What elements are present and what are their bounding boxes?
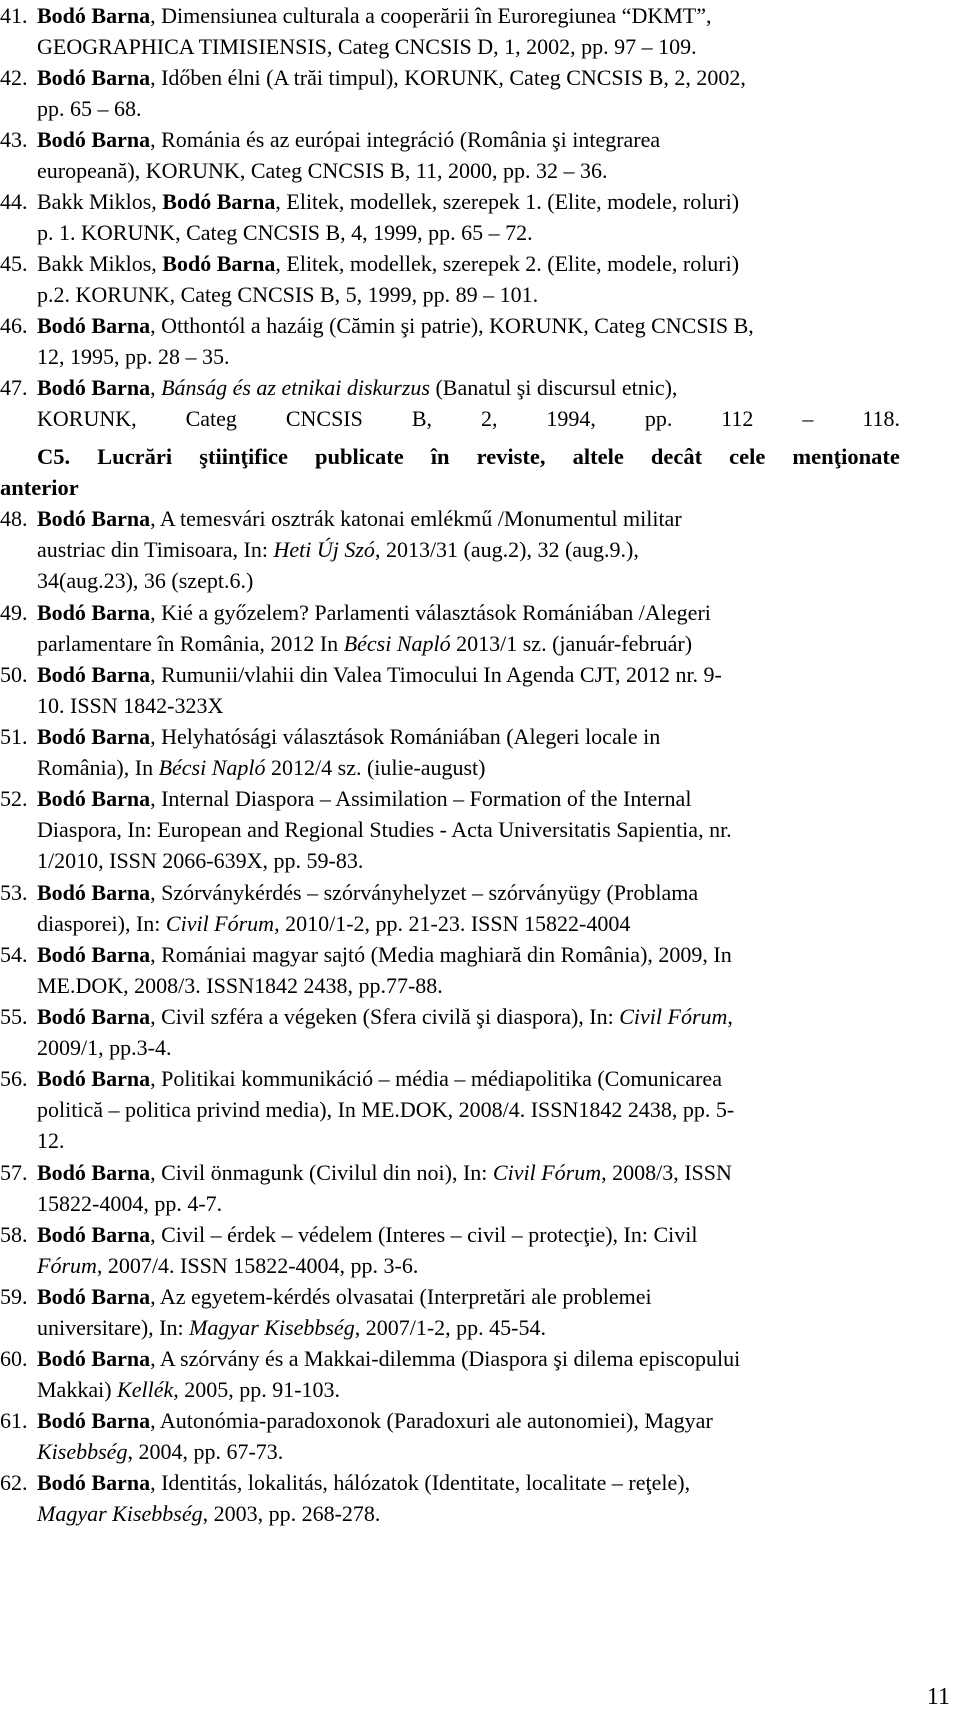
text-run: Bakk Miklos, xyxy=(37,251,163,276)
publication-title: Heti Új Szó xyxy=(273,537,375,562)
text-run: 15822-4004, pp. 4-7. xyxy=(37,1191,223,1216)
text-run: pp. 65 – 68. xyxy=(37,96,142,121)
text-run: , Romániai magyar sajtó (Media maghiară din România), 2009, In xyxy=(150,942,732,967)
text-run: , Időben élni (A trăi timpul), KORUNK, Categ CNCSIS B, 2, 2002, xyxy=(150,65,746,90)
text-run: România), In xyxy=(37,755,159,780)
entry-line xyxy=(0,124,900,155)
bibliography-entry xyxy=(0,597,900,659)
text-run: 2008/3, ISSN xyxy=(606,1160,732,1185)
entry-line xyxy=(0,1281,900,1312)
author-name: Bodó Barna xyxy=(37,3,151,28)
entry-line xyxy=(0,814,900,845)
text-word: B, xyxy=(411,406,432,431)
entry-number: 48. xyxy=(0,506,28,531)
entry-number: 57. xyxy=(0,1160,28,1185)
section-heading-c5 xyxy=(0,441,900,503)
author-name: Bodó Barna xyxy=(37,1222,151,1247)
text-run: , Dimensiunea culturala a cooperării în Euroregiunea “DKMT”, xyxy=(150,3,712,28)
bibliography-entry xyxy=(0,783,900,876)
entry-line xyxy=(0,1498,900,1529)
text-word: 1994, xyxy=(546,406,596,431)
entry-line xyxy=(0,1312,900,1343)
bibliography-entry xyxy=(0,1063,900,1156)
text-word: KORUNK, xyxy=(37,406,137,431)
entry-line xyxy=(0,31,900,62)
bibliography-entry xyxy=(0,310,900,372)
text-run: , 2007/1-2, pp. 45-54. xyxy=(354,1315,546,1340)
text-run: , Identitás, lokalitás, hálózatok (Identitate, localitate – reţele), xyxy=(150,1470,691,1495)
section-heading-line xyxy=(0,441,900,472)
bibliography-entry xyxy=(0,877,900,939)
author-name: Bodó Barna xyxy=(37,1160,151,1185)
bibliography-entry xyxy=(0,248,900,310)
entry-line xyxy=(0,155,900,186)
text-run: (Banatul şi discursul etnic), xyxy=(429,375,678,400)
text-run: 10. ISSN 1842-323X xyxy=(37,693,224,718)
author-name: Bodó Barna xyxy=(37,880,151,905)
bibliography-entry xyxy=(0,62,900,124)
entry-line xyxy=(0,1250,900,1281)
entry-line xyxy=(0,372,900,403)
entry-number: 47. xyxy=(0,375,28,400)
text-word: Categ xyxy=(185,406,237,431)
bibliography-entry xyxy=(0,0,900,62)
heading-word: altele xyxy=(572,444,624,469)
entry-number: 43. xyxy=(0,127,28,152)
text-run: 34(aug.23), 36 (szept.6.) xyxy=(37,568,254,593)
text-run: , Otthontól a hazáig (Cămin şi patrie), KORUNK, Categ CNCSIS B, xyxy=(150,313,754,338)
bibliography-entry xyxy=(0,659,900,721)
text-run: , xyxy=(727,1004,733,1029)
author-name: Bodó Barna xyxy=(37,724,151,749)
page-number: 11 xyxy=(926,1684,950,1710)
author-name: Bodó Barna xyxy=(37,1284,151,1309)
entry-line xyxy=(0,1405,900,1436)
bibliography-entry xyxy=(0,1467,900,1529)
text-run: Diaspora, In: European and Regional Studies - Acta Universitatis Sapientia, nr. xyxy=(37,817,732,842)
publication-title: Bécsi Napló xyxy=(158,755,266,780)
text-run: europeană), KORUNK, Categ CNCSIS B, 11, 2000, pp. 32 – 36. xyxy=(37,158,608,183)
text-run: , Románia és az európai integráció (România şi integrarea xyxy=(150,127,661,152)
text-run: , Rumunii/vlahii din Valea Timocului In Agenda CJT, 2012 nr. 9- xyxy=(150,662,722,687)
entry-number: 61. xyxy=(0,1408,28,1433)
entry-line xyxy=(0,310,900,341)
heading-word: cele xyxy=(729,444,766,469)
entry-line xyxy=(0,217,900,248)
publication-title: Civil Fórum, xyxy=(492,1160,607,1185)
entry-line xyxy=(0,1125,900,1156)
entry-number: 62. xyxy=(0,1470,28,1495)
text-run: , 2004, pp. 67-73. xyxy=(127,1439,284,1464)
entry-number: 55. xyxy=(0,1004,28,1029)
entry-line xyxy=(0,752,900,783)
entry-line xyxy=(0,1374,900,1405)
author-name: Bodó Barna xyxy=(37,313,151,338)
entry-number: 41. xyxy=(0,3,28,28)
heading-word: menţionate xyxy=(792,444,900,469)
author-name: Bodó Barna xyxy=(37,127,151,152)
publication-title: Kellék xyxy=(117,1377,174,1402)
bibliography-entry xyxy=(0,1001,900,1063)
entry-line xyxy=(0,403,900,434)
entry-number: 51. xyxy=(0,724,28,749)
entry-line xyxy=(0,248,900,279)
text-run: Bakk Miklos, xyxy=(37,189,163,214)
entry-number: 45. xyxy=(0,251,28,276)
entry-line xyxy=(0,279,900,310)
entry-line xyxy=(0,1001,900,1032)
bibliography-entry xyxy=(0,1405,900,1467)
entry-line xyxy=(0,1343,900,1374)
publication-title: Fórum xyxy=(37,1253,97,1278)
publication-title: Civil Fórum xyxy=(619,1004,728,1029)
entry-line xyxy=(0,783,900,814)
entry-line xyxy=(0,970,900,1001)
entry-number: 44. xyxy=(0,189,28,214)
entry-number: 50. xyxy=(0,662,28,687)
text-run: , Civil szféra a végeken (Sfera civilă şi diaspora), In: xyxy=(150,1004,620,1029)
entry-number: 49. xyxy=(0,600,28,625)
entry-line xyxy=(0,877,900,908)
entry-line xyxy=(0,1219,900,1250)
entry-line xyxy=(0,1094,900,1125)
text-run: , Kié a győzelem? Parlamenti választások Romániában /Alegeri xyxy=(150,600,711,625)
bibliography-entry xyxy=(0,1157,900,1219)
author-name: Bodó Barna xyxy=(162,189,276,214)
text-run: diasporei), In: xyxy=(37,911,166,936)
bibliography-entry xyxy=(0,186,900,248)
entry-line xyxy=(0,1467,900,1498)
publication-title: Magyar Kisebbség xyxy=(189,1315,355,1340)
text-run: , Civil – érdek – védelem (Interes – civil – protecţie), In: Civil xyxy=(150,1222,698,1247)
bibliography-entry xyxy=(0,372,900,434)
entry-line xyxy=(0,659,900,690)
text-word: – xyxy=(802,406,814,431)
author-name: Bodó Barna xyxy=(162,251,276,276)
text-word: pp. xyxy=(644,406,673,431)
bibliography-entry xyxy=(0,124,900,186)
entry-number: 52. xyxy=(0,786,28,811)
bibliography-entry xyxy=(0,1219,900,1281)
publication-title: Bánság és az etnikai diskurzus xyxy=(161,375,430,400)
author-name: Bodó Barna xyxy=(37,65,151,90)
text-run: , Internal Diaspora – Assimilation – Formation of the Internal xyxy=(150,786,692,811)
text-run: , Politikai kommunikáció – média – médiapolitika (Comunicarea xyxy=(150,1066,722,1091)
text-run: , 2005, pp. 91-103. xyxy=(173,1377,341,1402)
author-name: Bodó Barna xyxy=(37,375,151,400)
text-run: , A temesvári osztrák katonai emlékmű /Monumentul militar xyxy=(150,506,682,531)
heading-word: ştiinţifice xyxy=(199,444,288,469)
text-run: , xyxy=(150,375,162,400)
entry-line xyxy=(0,93,900,124)
bibliography-entry xyxy=(0,939,900,1001)
text-run: , Az egyetem-kérdés olvasatai (Interpretări ale problemei xyxy=(150,1284,652,1309)
text-word: CNCSIS xyxy=(285,406,363,431)
text-run: 12, 1995, pp. 28 – 35. xyxy=(37,344,230,369)
entry-line xyxy=(0,534,900,565)
section-heading-line: anterior xyxy=(0,475,79,500)
text-run: , Elitek, modellek, szerepek 1. (Elite, modele, roluri) xyxy=(275,189,740,214)
text-run: , Elitek, modellek, szerepek 2. (Elite, modele, roluri) xyxy=(275,251,740,276)
entry-line xyxy=(0,628,900,659)
text-run: , Civil önmagunk (Civilul din noi), In: xyxy=(150,1160,493,1185)
text-run: , 2007/4. ISSN 15822-4004, pp. 3-6. xyxy=(96,1253,419,1278)
author-name: Bodó Barna xyxy=(37,942,151,967)
text-word: 118. xyxy=(862,406,900,431)
author-name: Bodó Barna xyxy=(37,662,151,687)
author-name: Bodó Barna xyxy=(37,600,151,625)
text-run: 2013/1 sz. (január-február) xyxy=(450,631,693,656)
text-word: 2, xyxy=(480,406,498,431)
text-run: , Helyhatósági választások Romániában (Alegeri locale in xyxy=(150,724,661,749)
entry-line xyxy=(0,186,900,217)
author-name: Bodó Barna xyxy=(37,506,151,531)
text-run: , 2013/31 (aug.2), 32 (aug.9.), xyxy=(374,537,639,562)
bibliography-entry xyxy=(0,503,900,596)
entry-line xyxy=(0,1032,900,1063)
text-run: , Autonómia-paradoxonok (Paradoxuri ale autonomiei), Magyar xyxy=(150,1408,713,1433)
text-run: , A szórvány és a Makkai-dilemma (Diaspora şi dilema episcopului xyxy=(150,1346,741,1371)
text-run: 1/2010, ISSN 2066-639X, pp. 59-83. xyxy=(37,848,364,873)
text-run: , 2010/1-2, pp. 21-23. ISSN 15822-4004 xyxy=(274,911,631,936)
entry-number: 53. xyxy=(0,880,28,905)
entry-number: 58. xyxy=(0,1222,28,1247)
heading-word: în xyxy=(430,444,450,469)
entry-line xyxy=(0,845,900,876)
author-name: Bodó Barna xyxy=(37,1470,151,1495)
text-run: , Szórványkérdés – szórványhelyzet – szórványügy (Problama xyxy=(150,880,699,905)
entry-line xyxy=(0,1436,900,1467)
heading-word: decât xyxy=(650,444,703,469)
text-run: austriac din Timisoara, In: xyxy=(37,537,274,562)
text-run: 12. xyxy=(37,1128,65,1153)
entry-line xyxy=(0,939,900,970)
text-run: p. 1. KORUNK, Categ CNCSIS B, 4, 1999, pp. 65 – 72. xyxy=(37,220,533,245)
text-run: ME.DOK, 2008/3. ISSN1842 2438, pp.77-88. xyxy=(37,973,443,998)
publication-title: Kisebbség xyxy=(37,1439,128,1464)
entry-number: 54. xyxy=(0,942,28,967)
text-run: , 2003, pp. 268-278. xyxy=(202,1501,381,1526)
entry-line xyxy=(0,62,900,93)
text-run: p.2. KORUNK, Categ CNCSIS B, 5, 1999, pp. 89 – 101. xyxy=(37,282,539,307)
author-name: Bodó Barna xyxy=(37,1004,151,1029)
text-word: 112 xyxy=(721,406,754,431)
author-name: Bodó Barna xyxy=(37,786,151,811)
text-run: 2012/4 sz. (iulie-august) xyxy=(265,755,486,780)
text-run: GEOGRAPHICA TIMISIENSIS, Categ CNCSIS D, 1, 2002, pp. 97 – 109. xyxy=(37,34,697,59)
author-name: Bodó Barna xyxy=(37,1346,151,1371)
bibliography-entry xyxy=(0,1281,900,1343)
heading-word: C5. xyxy=(37,444,71,469)
entry-line xyxy=(0,1157,900,1188)
entry-number: 42. xyxy=(0,65,28,90)
bibliography-entry xyxy=(0,1343,900,1405)
entry-line xyxy=(0,1188,900,1219)
entry-number: 56. xyxy=(0,1066,28,1091)
entry-line xyxy=(0,690,900,721)
author-name: Bodó Barna xyxy=(37,1408,151,1433)
entry-number: 59. xyxy=(0,1284,28,1309)
heading-word: Lucrări xyxy=(97,444,173,469)
publication-title: Civil Fórum xyxy=(165,911,275,936)
text-run: parlamentare în România, 2012 In xyxy=(37,631,344,656)
entry-number: 46. xyxy=(0,313,28,338)
text-run: universitare), In: xyxy=(37,1315,190,1340)
entry-line xyxy=(0,503,900,534)
text-run: politică – politica privind media), In ME.DOK, 2008/4. ISSN1842 2438, pp. 5- xyxy=(37,1097,735,1122)
entry-line xyxy=(0,597,900,628)
heading-word: publicate xyxy=(314,444,404,469)
author-name: Bodó Barna xyxy=(37,1066,151,1091)
entry-line xyxy=(0,908,900,939)
text-run: Makkai) xyxy=(37,1377,118,1402)
text-run: 2009/1, pp.3-4. xyxy=(37,1035,172,1060)
entry-line xyxy=(0,0,900,31)
entry-line xyxy=(0,721,900,752)
entry-line xyxy=(0,565,900,596)
entry-line xyxy=(0,1063,900,1094)
heading-word: reviste, xyxy=(476,444,546,469)
entry-line xyxy=(0,341,900,372)
publication-title: Magyar Kisebbség xyxy=(37,1501,203,1526)
entry-number: 60. xyxy=(0,1346,28,1371)
bibliography-entry xyxy=(0,721,900,783)
publication-title: Bécsi Napló xyxy=(343,631,451,656)
